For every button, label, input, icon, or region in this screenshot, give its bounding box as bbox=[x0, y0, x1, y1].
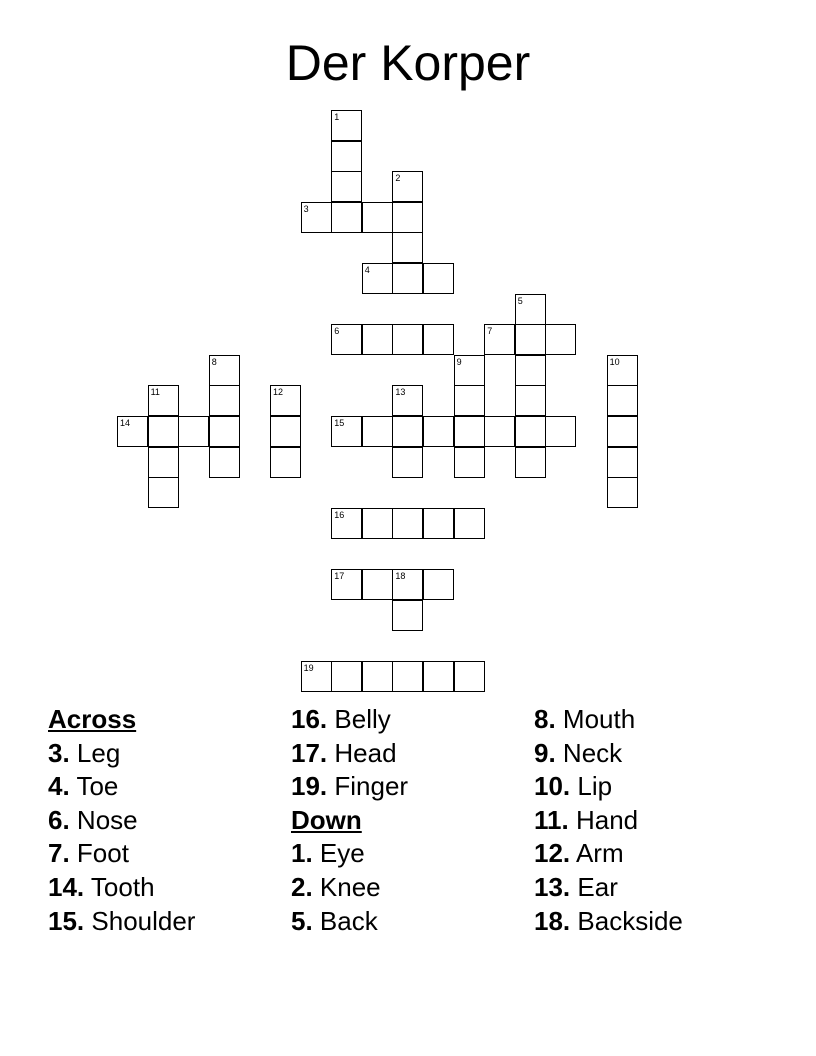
crossword-cell[interactable] bbox=[331, 202, 362, 233]
crossword-cell[interactable] bbox=[362, 569, 393, 600]
clue-number: 2. bbox=[291, 871, 313, 902]
crossword-cell[interactable] bbox=[270, 385, 301, 416]
crossword-cell[interactable] bbox=[270, 416, 301, 447]
crossword-cell[interactable] bbox=[515, 447, 546, 478]
crossword-cell[interactable] bbox=[454, 355, 485, 386]
cell-number: 17 bbox=[334, 571, 345, 581]
crossword-cell[interactable] bbox=[331, 110, 362, 141]
cell-number: 15 bbox=[334, 418, 345, 428]
crossword-cell[interactable] bbox=[392, 661, 423, 692]
crossword-cell[interactable] bbox=[392, 416, 423, 447]
crossword-cell[interactable] bbox=[392, 263, 423, 294]
crossword-cell[interactable] bbox=[209, 385, 240, 416]
down-heading: Down bbox=[291, 804, 362, 835]
cell-number: 1 bbox=[334, 112, 340, 122]
crossword-cell[interactable] bbox=[270, 447, 301, 478]
clue-text: Shoulder bbox=[91, 905, 196, 936]
crossword-cell[interactable] bbox=[607, 416, 638, 447]
clue-item bbox=[291, 737, 531, 771]
clue-text: Ear bbox=[577, 871, 618, 902]
cell-number: 12 bbox=[273, 387, 284, 398]
clue-item bbox=[291, 703, 531, 737]
cell-number: 10 bbox=[609, 356, 620, 367]
crossword-cell[interactable] bbox=[515, 416, 546, 447]
clue-number: 1. bbox=[291, 838, 313, 869]
clue-number: 18. bbox=[534, 905, 571, 936]
clue-column-2 bbox=[291, 703, 531, 938]
crossword-cell[interactable] bbox=[515, 294, 546, 325]
crossword-cell[interactable] bbox=[484, 416, 515, 447]
clue-item bbox=[291, 770, 531, 804]
clue-number: 11. bbox=[534, 804, 569, 835]
cell-number: 5 bbox=[517, 295, 523, 306]
crossword-cell[interactable] bbox=[484, 324, 515, 355]
crossword-cell[interactable] bbox=[331, 324, 362, 355]
clue-item bbox=[291, 871, 531, 905]
crossword-cell[interactable] bbox=[423, 569, 454, 600]
crossword-cell[interactable] bbox=[607, 447, 638, 478]
clue-text: Lip bbox=[577, 771, 613, 802]
clue-text: Foot bbox=[76, 838, 129, 869]
cell-number: 9 bbox=[456, 356, 462, 367]
crossword-cell[interactable] bbox=[362, 202, 393, 233]
clue-item bbox=[48, 804, 288, 838]
clue-number: 13. bbox=[534, 871, 571, 902]
crossword-cell[interactable] bbox=[362, 324, 393, 355]
clue-number: 17. bbox=[291, 737, 328, 768]
clue-number: 10. bbox=[534, 771, 571, 802]
crossword-cell[interactable] bbox=[392, 232, 423, 263]
clue-text: Neck bbox=[562, 737, 623, 768]
crossword-cell[interactable] bbox=[301, 661, 332, 692]
crossword-cell[interactable] bbox=[423, 661, 454, 692]
clue-text: Eye bbox=[319, 838, 365, 869]
clue-item bbox=[48, 871, 288, 905]
crossword-cell[interactable] bbox=[117, 416, 148, 447]
crossword-cell[interactable] bbox=[392, 569, 423, 600]
crossword-cell[interactable] bbox=[392, 385, 423, 416]
crossword-cell[interactable] bbox=[545, 324, 576, 355]
clue-item bbox=[291, 837, 531, 871]
clue-text: Arm bbox=[575, 838, 624, 869]
clue-number: 5. bbox=[291, 905, 313, 936]
crossword-cell[interactable] bbox=[515, 355, 546, 386]
crossword-cell[interactable] bbox=[362, 263, 393, 294]
cell-number: 7 bbox=[487, 326, 493, 337]
crossword-cell[interactable] bbox=[545, 416, 576, 447]
crossword-cell[interactable] bbox=[362, 416, 393, 447]
crossword-cell[interactable] bbox=[331, 569, 362, 600]
clue-text: Belly bbox=[334, 704, 391, 734]
crossword-cell[interactable] bbox=[392, 202, 423, 233]
cell-number: 19 bbox=[303, 662, 314, 673]
crossword-cell[interactable] bbox=[607, 477, 638, 508]
clue-text: Back bbox=[319, 905, 378, 936]
clue-text: Head bbox=[334, 737, 397, 768]
clue-number: 8. bbox=[534, 704, 556, 734]
clue-column-1 bbox=[48, 703, 288, 938]
clue-number: 9. bbox=[534, 737, 556, 768]
crossword-cell[interactable] bbox=[362, 508, 393, 539]
clue-number: 15. bbox=[48, 905, 85, 936]
clue-number: 19. bbox=[291, 771, 328, 802]
cell-number: 18 bbox=[395, 571, 406, 581]
clue-item bbox=[291, 905, 531, 939]
crossword-cell[interactable] bbox=[392, 171, 423, 202]
crossword-cell[interactable] bbox=[515, 385, 546, 416]
clue-item bbox=[534, 905, 774, 939]
crossword-cell[interactable] bbox=[148, 385, 179, 416]
crossword-cell[interactable] bbox=[454, 385, 485, 416]
clue-text: Mouth bbox=[562, 704, 636, 734]
clue-item bbox=[534, 871, 774, 905]
clue-text: Nose bbox=[76, 804, 138, 835]
crossword-cell[interactable] bbox=[209, 416, 240, 447]
crossword-cell[interactable] bbox=[331, 416, 362, 447]
crossword-cell[interactable] bbox=[301, 202, 332, 233]
clue-text: Backside bbox=[577, 905, 683, 936]
clue-item bbox=[534, 770, 774, 804]
crossword-cell[interactable] bbox=[331, 141, 362, 172]
crossword-cell[interactable] bbox=[392, 600, 423, 631]
clue-number: 7. bbox=[48, 838, 70, 869]
crossword-cell[interactable] bbox=[607, 385, 638, 416]
crossword-cell[interactable] bbox=[362, 661, 393, 692]
clue-item bbox=[534, 737, 774, 771]
crossword-cell[interactable] bbox=[392, 324, 423, 355]
clue-text: Toe bbox=[76, 771, 119, 802]
crossword-cell[interactable] bbox=[423, 416, 454, 447]
crossword-cell[interactable] bbox=[454, 508, 485, 539]
clue-text: Leg bbox=[76, 737, 121, 768]
across-heading: Across bbox=[48, 704, 137, 734]
crossword-cell[interactable] bbox=[331, 661, 362, 692]
clue-item bbox=[48, 770, 288, 804]
cell-number: 3 bbox=[303, 203, 309, 214]
clue-number: 4. bbox=[48, 771, 70, 802]
crossword-cell[interactable] bbox=[209, 447, 240, 478]
clue-text: Tooth bbox=[90, 871, 155, 902]
cell-number: 14 bbox=[120, 418, 131, 428]
crossword-cell[interactable] bbox=[148, 477, 179, 508]
clue-item bbox=[48, 905, 288, 939]
clue-number: 3. bbox=[48, 737, 70, 768]
cell-number: 8 bbox=[211, 356, 217, 367]
crossword-cell[interactable] bbox=[209, 355, 240, 386]
crossword-cell[interactable] bbox=[515, 324, 546, 355]
crossword-cell[interactable] bbox=[392, 508, 423, 539]
cell-number: 13 bbox=[395, 387, 406, 398]
clue-number: 6. bbox=[48, 804, 70, 835]
crossword-cell[interactable] bbox=[423, 508, 454, 539]
clue-item bbox=[534, 703, 774, 737]
clue-text: Hand bbox=[575, 804, 639, 835]
puzzle-title: Der Korper bbox=[285, 35, 531, 91]
crossword-cell[interactable] bbox=[454, 661, 485, 692]
clue-column-3 bbox=[534, 703, 774, 938]
crossword-cell[interactable] bbox=[423, 324, 454, 355]
clue-item bbox=[534, 804, 774, 838]
crossword-cell[interactable] bbox=[148, 416, 179, 447]
clue-item bbox=[534, 837, 774, 871]
crossword-cell[interactable] bbox=[607, 355, 638, 386]
crossword-cell[interactable] bbox=[331, 171, 362, 202]
cell-number: 2 bbox=[395, 173, 401, 184]
crossword-cell[interactable] bbox=[423, 263, 454, 294]
clue-number: 16. bbox=[291, 704, 328, 734]
cell-number: 6 bbox=[334, 326, 340, 337]
clue-text: Knee bbox=[319, 871, 381, 902]
crossword-cell[interactable] bbox=[178, 416, 209, 447]
crossword-cell[interactable] bbox=[148, 447, 179, 478]
cell-number: 16 bbox=[334, 509, 345, 520]
cell-number: 11 bbox=[150, 387, 160, 398]
crossword-cell[interactable] bbox=[454, 416, 485, 447]
clue-number: 14. bbox=[48, 871, 85, 902]
cell-number: 4 bbox=[364, 265, 370, 275]
crossword-cell[interactable] bbox=[392, 447, 423, 478]
crossword-cell[interactable] bbox=[331, 508, 362, 539]
clue-item bbox=[48, 837, 288, 871]
clue-text: Finger bbox=[334, 771, 409, 802]
clue-item bbox=[48, 737, 288, 771]
clue-number: 12. bbox=[534, 838, 571, 869]
crossword-cell[interactable] bbox=[454, 447, 485, 478]
